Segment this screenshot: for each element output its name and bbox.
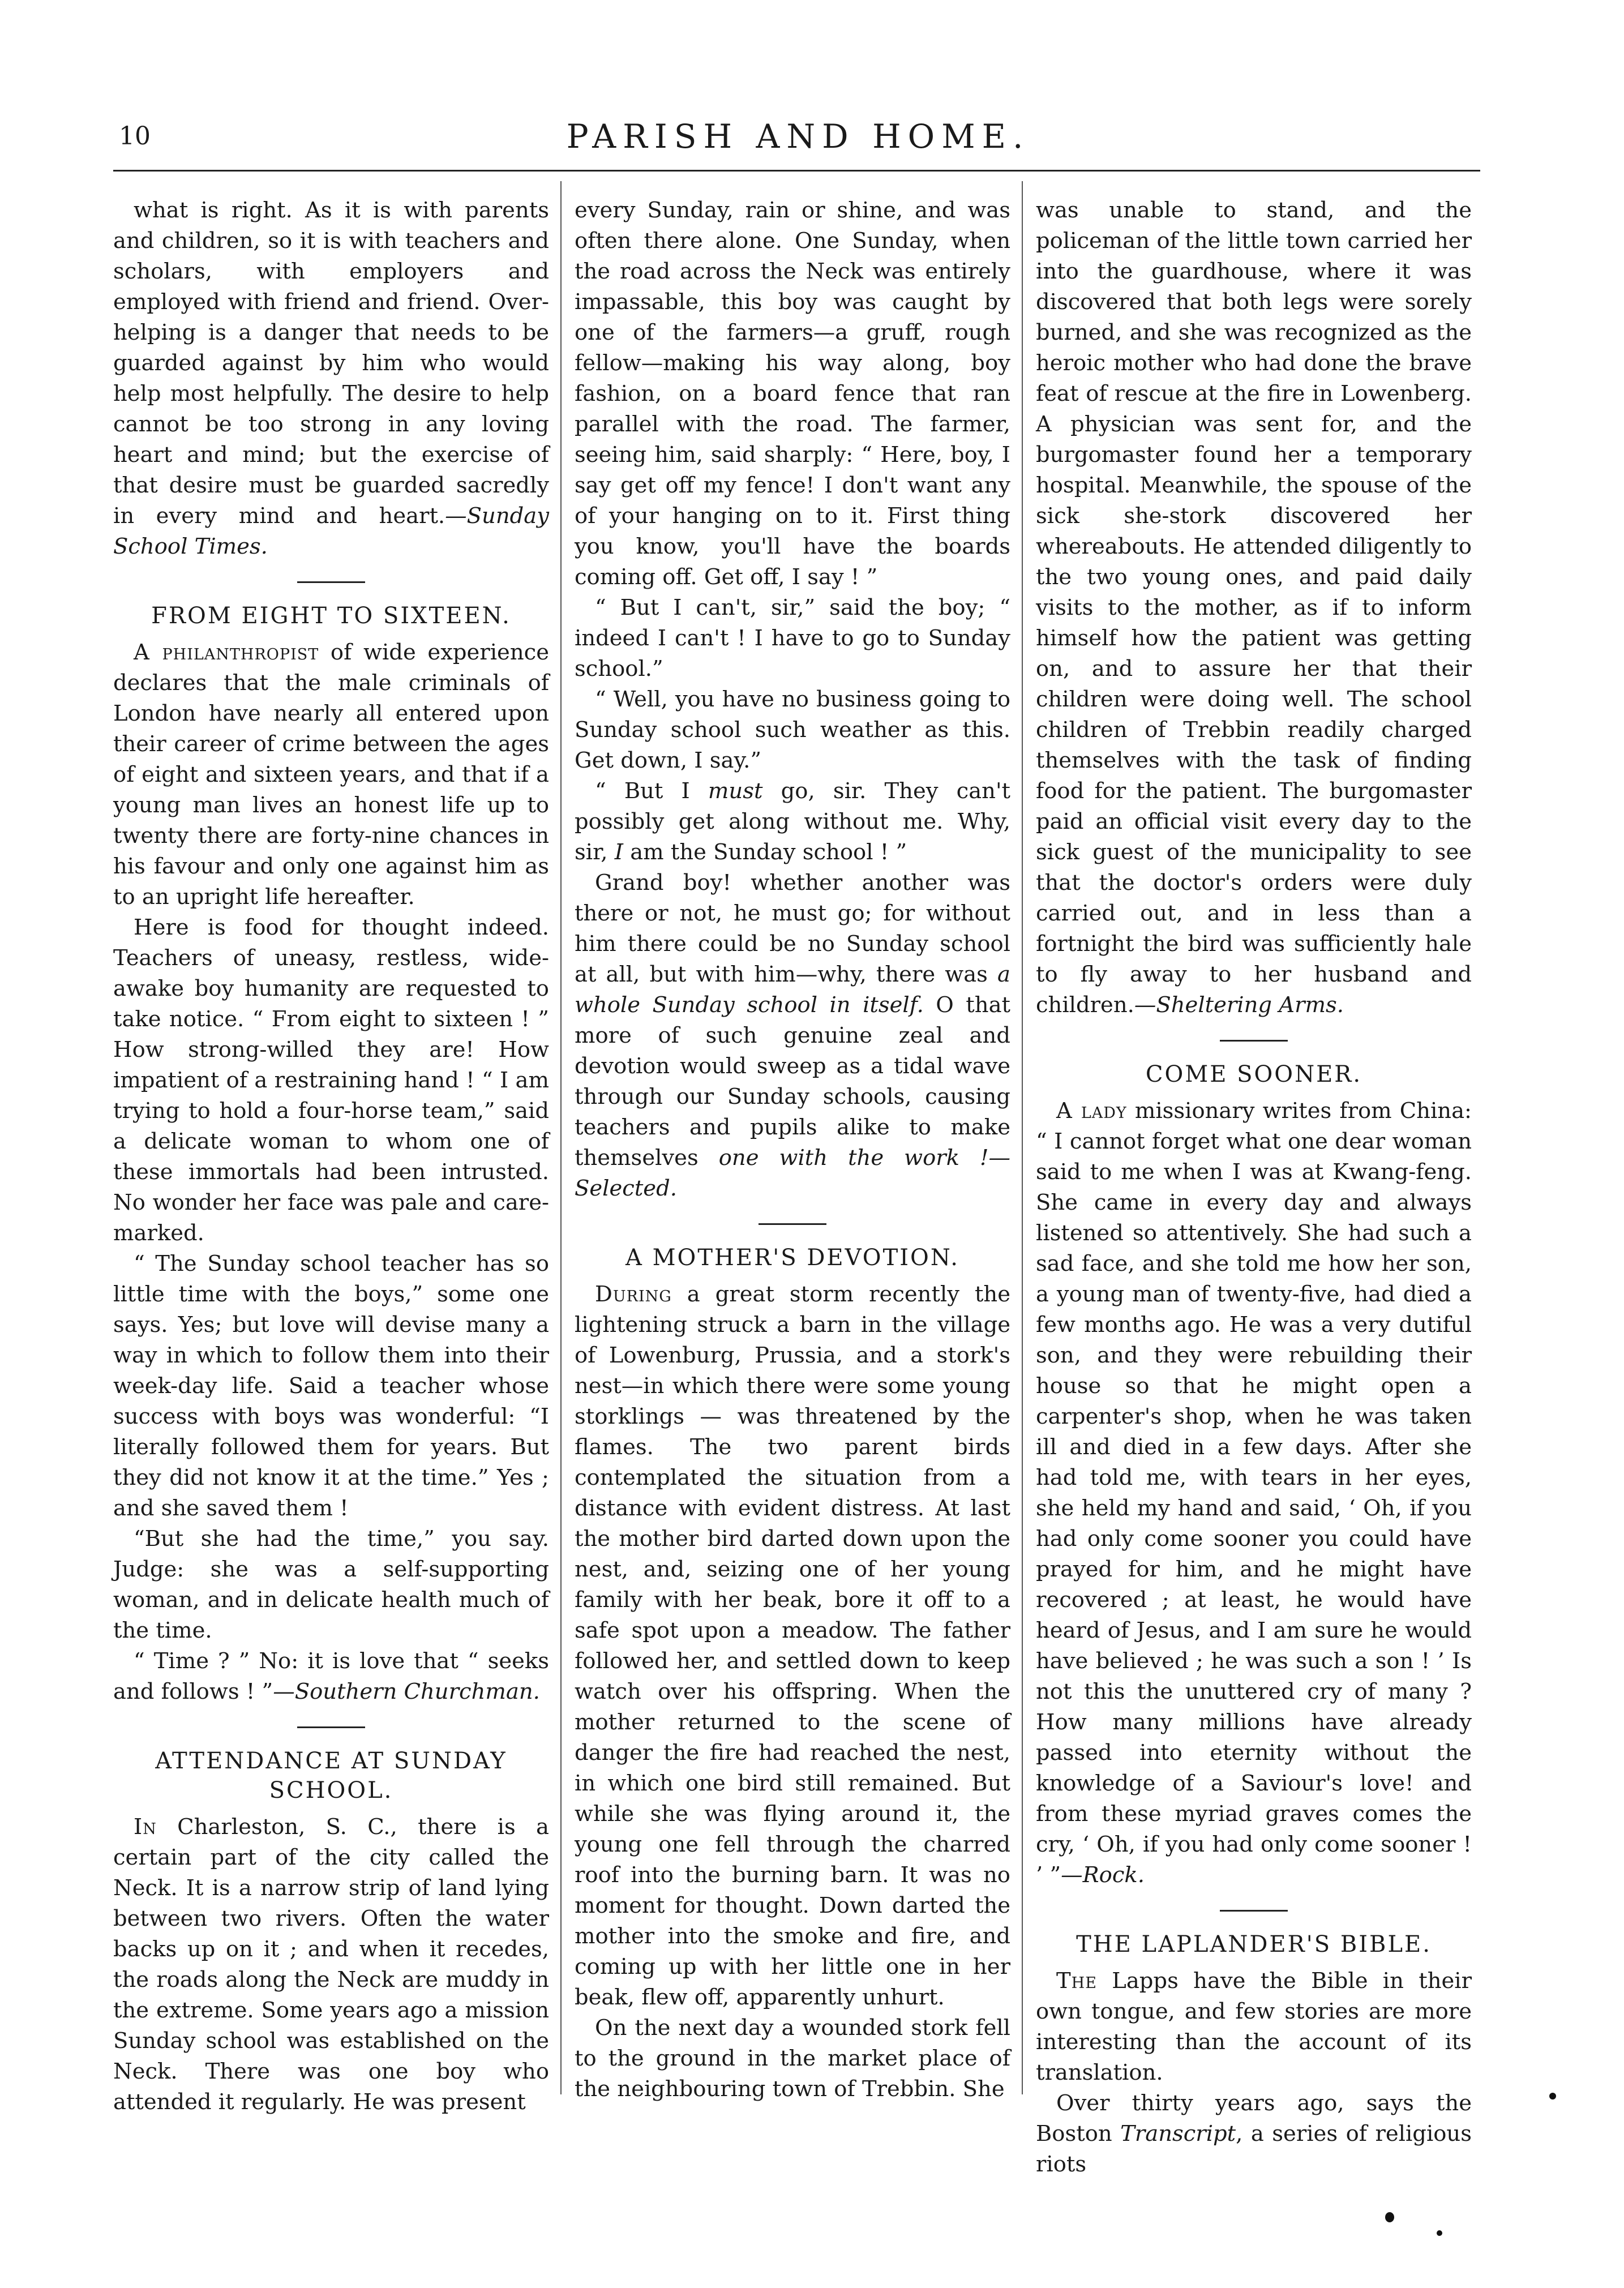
article-paragraph: “ Time ? ” No: it is love that “ seeks and follows ! ”—Southern Churchman. (113, 1648, 549, 1704)
article-title: THE LAPLANDER'S BIBLE. (1076, 1931, 1432, 1957)
section-separator (297, 581, 365, 583)
article-paragraph: A philanthropist of wide experience declares that the male criminals of London have nearly all entered upon their career of crime between the ages of eight and sixteen years, and that if a young man lives an honest life up to twenty there are forty-nine chances in his favour and only one against him as to an upright life hereafter. (113, 640, 549, 910)
article-paragraph: every Sunday, rain or shine, and was often there alone. One Sunday, when the road across the Neck was entirely impassable, this boy was caught by one of the farmers—a gruff, rough fellow—making his way along, boy fashion, on a board fence that ran parallel with the road. The farmer, seeing him, said sharply: “ Here, boy, I say get off my fence! I don't want any of your hanging on to it. First thing you know, you'll have the boards coming off. Get off, I say ! ” (575, 198, 1010, 590)
article-paragraph: During a great storm recently the lightening struck a barn in the village of Lowenburg, Prussia, and a stork's nest—in which there were some young storklings — was threatened by the flames. The two parent birds contemplated the situation from a distance with evident distress. At last the mother bird darted down upon the nest, and, seizing one of her young family with her beak, bore it off to a safe spot upon a meadow. The father followed her, and settled down to keep watch over his offspring. When the mother returned to the scene of danger the fire had reached the nest, in which one bird still remained. But while she was flying around it, the young one fell through the charred roof into the burning barn. It was no moment for thought. Down darted the mother into the smoke and fire, and coming up with her little one in her beak, flew off, apparently unhurt. (575, 1282, 1010, 2010)
article-title: COME SOONER. (1145, 1061, 1362, 1087)
article-title: FROM EIGHT TO SIXTEEN. (151, 603, 511, 629)
article-paragraph: was unable to stand, and the policeman of the little town carried her into the guardhouse, where it was discovered that both legs were sorely burned, and she was recognized as the heroic mother who had done the brave feat of rescue at the fire in Lowenberg. A physician was sent for, and the burgomaster found her a temporary hospital. Meanwhile, the spouse of the sick she-stork discovered her whereabouts. He attended diligently to the two young ones, and paid daily visits to the mother, as if to inform himself how the patient was getting on, and to assure her that their children were doing well. The school children of Trebbin readily charged themselves with the task of finding food for the patient. The burgomaster paid an official visit every day to the sick guest of the municipality to see that the doctor's orders were duly carried out, and in less than a fortnight the bird was sufficiently hale to fly away to her husband and children.—Sheltering Arms. (1036, 198, 1472, 1018)
article-paragraph: The Lapps have the Bible in their own tongue, and few stories are more interesting than the account of its translation. (1036, 1968, 1472, 2085)
ink-speck (1549, 2093, 1556, 2100)
article-paragraph: On the next day a wounded stork fell to the ground in the market place of the neighbouring town of Trebbin. She (575, 2015, 1010, 2102)
section-separator (1220, 1040, 1288, 1042)
running-title: PARISH AND HOME. (566, 117, 1030, 156)
article-paragraph: “ The Sunday school teacher has so little time with the boys,” some one says. Yes; but love will devise many a way in which to follow them into their week-day life. Said a teacher whose success with boys was wonderful: “I literally followed them for years. But they did not know it at the time.” Yes ; and she saved them ! (113, 1251, 549, 1521)
article-paragraph: A lady missionary writes from China: “ I cannot forget what one dear woman said to me when I was at Kwang-feng. She came in every day and always listened so attentively. She had such a sad face, and she told me how her son, a young man of twenty-five, had died a few months ago. He was a very dutiful son, and they were rebuilding their house so that he might open a carpenter's shop, when he was taken ill and died in a few days. After she had told me, with tears in her eyes, she held my hand and said, ‘ Oh, if you had only come sooner you could have prayed for him, and he might have recovered ; at least, he would have heard of Jesus, and I am sure he would have believed ; he was such a son ! ’ Is not this the unuttered cry of many ? How many millions have already passed into eternity without the knowledge of a Saviour's love! and from these myriad graves comes the cry, ‘ Oh, if you had only come sooner ! ’ ”—Rock. (1036, 1098, 1472, 1888)
article-paragraph: what is right. As it is with parents and children, so it is with teachers and scholars, with employers and employed with friend and friend. Over-helping is a danger that needs to be guarded against by him who would help most helpfully. The desire to help cannot be too strong in any loving heart and mind; but the exercise of that desire must be guarded sacredly in every mind and heart.—Sunday School Times. (113, 198, 549, 559)
article-paragraph: “ But I must go, sir. They can't possibly get along without me. Why, sir, I am the Sunday school ! ” (575, 778, 1011, 865)
article-paragraph: “ Well, you have no business going to Sunday school such weather as this. Get down, I say.” (575, 687, 1010, 773)
column-divider (560, 181, 562, 2094)
section-separator (297, 1726, 365, 1728)
section-separator (1220, 1910, 1288, 1912)
article-paragraph: “ But I can't, sir,” said the boy; “ indeed I can't ! I have to go to Sunday school.” (575, 595, 1010, 682)
article-title: A MOTHER'S DEVOTION. (625, 1245, 960, 1271)
article-paragraph: In Charleston, S. C., there is a certain part of the city called the Neck. It is a narrow strip of land lying between two rivers. Often the water backs up on it ; and when it recedes, the roads along the Neck are muddy in the extreme. Some years ago a mission Sunday school was established on the Neck. There was one boy who attended it regularly. He was present (113, 1814, 549, 2115)
article-title: ATTENDANCE AT SUNDAY SCHOOL. (155, 1748, 507, 1803)
column-3 (1036, 195, 1472, 2180)
header-rule (113, 170, 1480, 172)
section-separator (759, 1223, 826, 1225)
article-paragraph: Over thirty years ago, says the Boston Transcript, a series of religious riots (1036, 2090, 1472, 2177)
column-2 (575, 195, 1010, 2105)
article-paragraph: “But she had the time,” you say. Judge: she was a self-supporting woman, and in delicate health much of the time. (113, 1526, 549, 1643)
page-header (119, 117, 1477, 167)
column-divider (1022, 181, 1023, 2094)
page-number: 10 (119, 122, 151, 151)
ink-speck (1385, 2212, 1394, 2222)
ink-speck (1437, 2230, 1442, 2236)
article-paragraph: Here is food for thought indeed. Teachers of uneasy, restless, wide-awake boy humanity are requested to take notice. “ From eight to sixteen ! ” How strong-willed they are! How impatient of a restraining hand ! “ I am trying to hold a four-horse team,” said a delicate woman to whom one of these immortals had been intrusted. No wonder her face was pale and care-marked. (113, 915, 549, 1246)
column-1 (113, 195, 549, 2118)
article-paragraph: Grand boy! whether another was there or not, he must go; for without him there could be no Sunday school at all, but with him—why, there was a whole Sunday school in itself. O that more of such genuine zeal and devotion would sweep as a tidal wave through our Sunday schools, causing teachers and pupils alike to make themselves one with the work !—Selected. (575, 870, 1010, 1201)
